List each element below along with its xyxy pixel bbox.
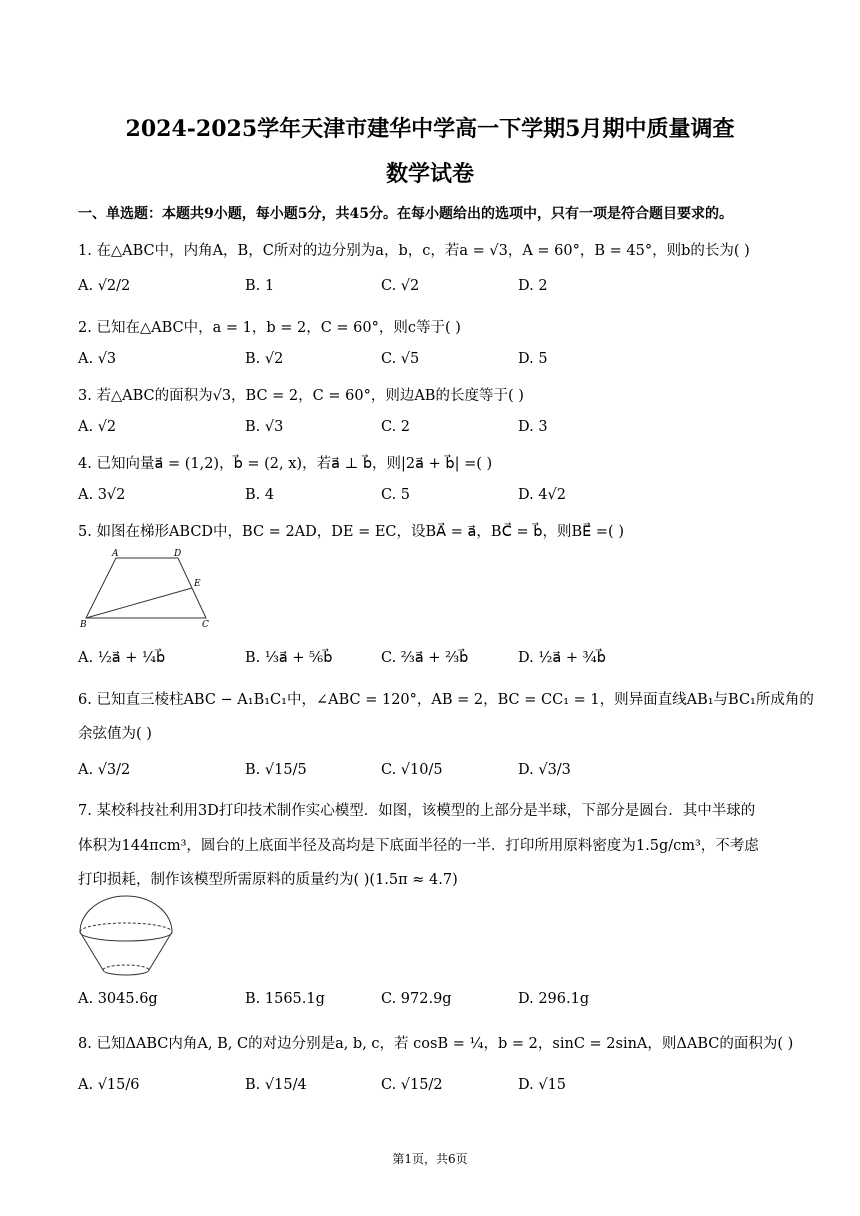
q8-option-a[interactable]: A. √15/6 (78, 1077, 140, 1093)
label-c: C (202, 620, 209, 628)
question-2-text: 2. 已知在△ABC中，a = 1，b = 2，C = 60°，则c等于( ) (78, 320, 461, 336)
q4-option-c[interactable]: C. 5 (381, 487, 411, 503)
q4-option-d[interactable]: D. 4√2 (518, 487, 567, 503)
q2-option-c[interactable]: C. √5 (381, 351, 420, 367)
q2-option-d[interactable]: D. 5 (518, 351, 548, 367)
q5-option-a[interactable]: A. ½a⃗ + ¼b⃗ (78, 650, 166, 666)
q1-option-a[interactable]: A. √2/2 (78, 278, 131, 294)
q5-option-c[interactable]: C. ⅔a⃗ + ⅔b⃗ (381, 650, 469, 666)
question-8-text: 8. 已知ΔABC内角A, B, C的对边分别是a, b, c，若 cosB = ¼，b = 2，sinC = 2sinA，则ΔABC的面积为( ) (78, 1036, 794, 1052)
q6-option-a[interactable]: A. √3/2 (78, 762, 131, 778)
q1-option-c[interactable]: C. √2 (381, 278, 420, 294)
label-a: A (112, 549, 119, 559)
q4-option-a[interactable]: A. 3√2 (78, 487, 126, 503)
label-d: D (174, 549, 182, 559)
question-5-text: 5. 如图在梯形ABCD中，BC = 2AD，DE = EC，设BA⃗ = a⃗，BC⃗ = b⃗，则BE⃗ =( ) (78, 524, 624, 540)
trapezoid-figure (78, 548, 218, 628)
page-footer: 第1页，共6页 (392, 1152, 468, 1166)
q2-option-b[interactable]: B. √2 (245, 351, 284, 367)
q3-option-d[interactable]: D. 3 (518, 419, 548, 435)
q1-option-b[interactable]: B. 1 (245, 278, 275, 294)
q4-option-b[interactable]: B. 4 (245, 487, 275, 503)
question-6-text: 6. 已知直三棱柱ABC − A₁B₁C₁中，∠ABC = 120°，AB = 2，BC = CC₁ = 1，则异面直线AB₁与BC₁所成角的 (78, 692, 814, 708)
label-b: B (80, 620, 87, 628)
q6-option-d[interactable]: D. √3/3 (518, 762, 571, 778)
q6-option-b[interactable]: B. √15/5 (245, 762, 307, 778)
question-6-text-cont: 余弦值为( ) (78, 726, 152, 742)
q5-option-b[interactable]: B. ⅓a⃗ + ⅚b⃗ (245, 650, 333, 666)
q5-option-d[interactable]: D. ½a⃗ + ¾b⃗ (518, 650, 606, 666)
q8-option-c[interactable]: C. √15/2 (381, 1077, 443, 1093)
q2-option-a[interactable]: A. √3 (78, 351, 117, 367)
q3-option-c[interactable]: C. 2 (381, 419, 411, 435)
q8-option-d[interactable]: D. √15 (518, 1077, 567, 1093)
q7-option-b[interactable]: B. 1565.1g (245, 991, 325, 1007)
q1-option-d[interactable]: D. 2 (518, 278, 548, 294)
question-4-text: 4. 已知向量a⃗ = (1,2)，b⃗ = (2, x)，若a⃗ ⊥ b⃗，则|2a⃗ + b⃗| =( ) (78, 456, 493, 472)
question-7-text: 7. 某校科技社利用3D打印技术制作实心模型．如图，该模型的上部分是半球，下部分是圆台．其中半球的 (78, 803, 756, 819)
hemisphere-frustum-figure (76, 892, 176, 984)
question-7-text-cont2: 打印损耗，制作该模型所需原料的质量约为( )(1.5π ≈ 4.7) (78, 872, 458, 888)
question-7-text-cont: 体积为144πcm³，圆台的上底面半径及高均是下底面半径的一半．打印所用原料密度为1.5g/cm³，不考虑 (78, 838, 759, 854)
question-1-text: 1. 在△ABC中，内角A，B，C所对的边分别为a，b，c，若a = √3，A = 60°，B = 45°，则b的长为( ) (78, 243, 750, 259)
q8-option-b[interactable]: B. √15/4 (245, 1077, 307, 1093)
q6-option-c[interactable]: C. √10/5 (381, 762, 443, 778)
question-3-text: 3. 若△ABC的面积为√3，BC = 2，C = 60°，则边AB的长度等于( ) (78, 388, 524, 404)
q7-option-c[interactable]: C. 972.9g (381, 991, 452, 1007)
exam-subtitle: 数学试卷 (385, 161, 474, 187)
q7-option-a[interactable]: A. 3045.6g (78, 991, 158, 1007)
label-e: E (194, 579, 201, 589)
q3-option-b[interactable]: B. √3 (245, 419, 284, 435)
section-header: 一、单选题：本题共9小题，每小题5分，共45分。在每小题给出的选项中，只有一项是符合题目要求的。 (78, 206, 733, 222)
q7-option-d[interactable]: D. 296.1g (518, 991, 590, 1007)
q3-option-a[interactable]: A. √2 (78, 419, 117, 435)
exam-title: 2024-2025学年天津市建华中学高一下学期5月期中质量调查 (125, 116, 735, 142)
